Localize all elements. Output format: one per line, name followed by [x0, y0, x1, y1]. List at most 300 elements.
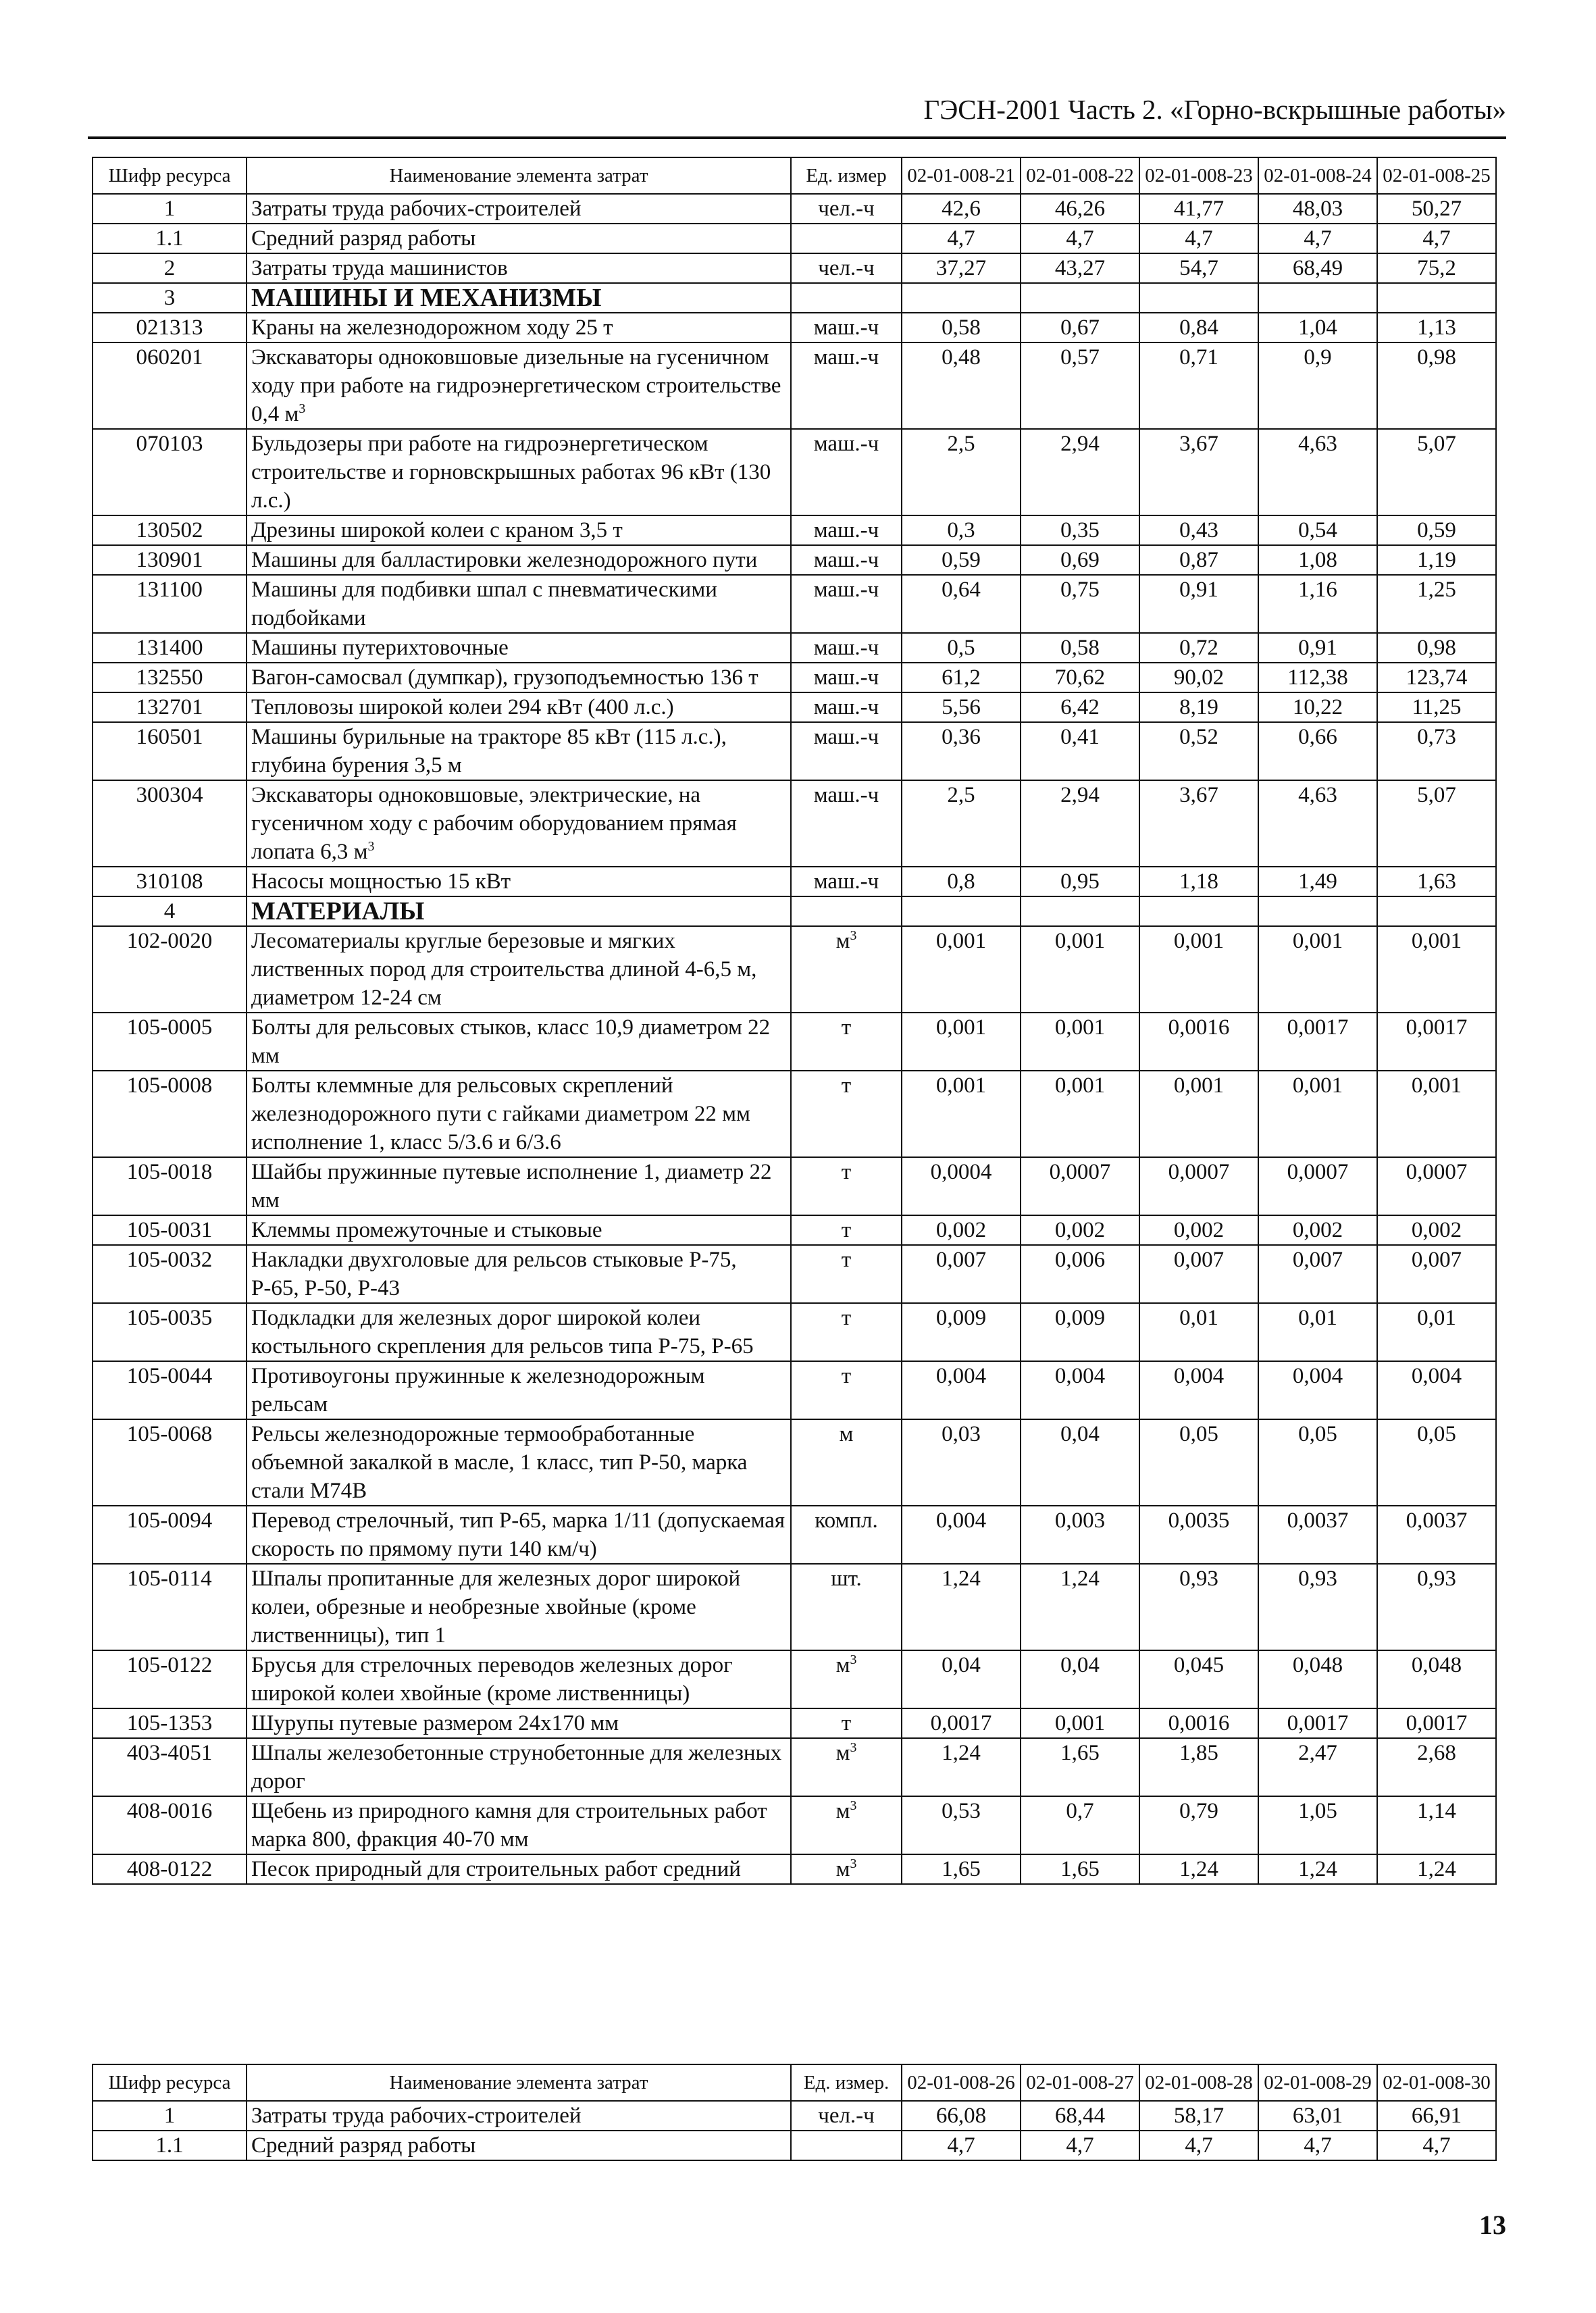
cost-element-name: [247, 429, 791, 515]
value-cell: [1139, 896, 1258, 926]
cost-element-name: [247, 692, 791, 722]
unit-text: чел.-ч: [818, 197, 875, 221]
unit-cell: [791, 1303, 902, 1361]
unit-text: т: [841, 1364, 852, 1388]
table-row: [93, 926, 1496, 1013]
value-cell: 0,001: [1258, 1071, 1377, 1157]
value-cell: [902, 896, 1021, 926]
resource-code: 130901: [93, 545, 247, 575]
value-cell: 4,7: [1021, 224, 1139, 253]
value-cell: 4,7: [1377, 2131, 1496, 2160]
value-cell: 0,001: [1377, 926, 1496, 1013]
value-cell: 4,7: [1258, 224, 1377, 253]
value-cell: 0,004: [902, 1361, 1021, 1419]
cost-element-text: Шайбы пружинные путевые исполнение 1, диаметр 22 мм: [251, 1160, 772, 1213]
value-cell: 0,58: [1021, 633, 1139, 663]
cost-element-text: Средний разряд работы: [251, 226, 476, 251]
resource-code: 1.1: [93, 224, 247, 253]
table-row: [93, 1708, 1496, 1738]
table-row: [93, 429, 1496, 515]
value-cell: 1,24: [902, 1738, 1021, 1796]
value-cell: 1,24: [1139, 1854, 1258, 1884]
superscript: 3: [850, 1856, 857, 1871]
unit-cell: [791, 2131, 902, 2160]
section-row: [93, 283, 1496, 313]
value-cell: 1,05: [1258, 1796, 1377, 1854]
value-cell: 0,0016: [1139, 1013, 1258, 1071]
value-cell: 0,045: [1139, 1650, 1258, 1708]
resource-code: 105-0068: [93, 1419, 247, 1506]
value-cell: 0,0007: [1377, 1157, 1496, 1215]
value-cell: 42,6: [902, 194, 1021, 224]
table-row: [93, 342, 1496, 429]
unit-cell: [791, 224, 902, 253]
value-cell: 1,65: [902, 1854, 1021, 1884]
value-cell: 48,03: [1258, 194, 1377, 224]
resource-code: 070103: [93, 429, 247, 515]
unit-text: маш.-ч: [813, 725, 879, 749]
resource-table-1: [92, 157, 1497, 1885]
cost-element-text: Подкладки для железных дорог широкой колеи костыльного скрепления для рельсов типа Р-75, Р-65: [251, 1306, 754, 1358]
value-cell: 4,63: [1258, 429, 1377, 515]
cost-element-text: Песок природный для строительных работ средний: [251, 1857, 741, 1881]
superscript: 3: [299, 401, 306, 416]
value-cell: 46,26: [1021, 194, 1139, 224]
cost-element-text: Затраты труда рабочих-строителей: [251, 2104, 582, 2128]
unit-cell: [791, 1361, 902, 1419]
value-cell: 1,24: [902, 1564, 1021, 1650]
value-cell: 0,36: [902, 722, 1021, 780]
value-cell: 4,7: [902, 2131, 1021, 2160]
cost-element-text: Вагон-самосвал (думпкар), грузоподъемностью 136 т: [251, 665, 758, 690]
resource-code: 408-0016: [93, 1796, 247, 1854]
value-cell: 1,24: [1258, 1854, 1377, 1884]
value-cell: 4,63: [1258, 780, 1377, 867]
unit-text: м: [835, 1799, 850, 1823]
table-row: [93, 313, 1496, 342]
cost-element-text: Шпалы пропитанные для железных дорог широкой колеи, обрезные и необрезные хвойные (кроме лиственницы), тип 1: [251, 1567, 741, 1648]
value-cell: 1,18: [1139, 867, 1258, 896]
value-cell: 3,67: [1139, 780, 1258, 867]
cost-element-name: [247, 2131, 791, 2160]
value-cell: 0,58: [902, 313, 1021, 342]
resource-code: 105-0114: [93, 1564, 247, 1650]
cost-element-name: [247, 633, 791, 663]
value-cell: 66,91: [1377, 2101, 1496, 2131]
table-row: [93, 722, 1496, 780]
unit-text: маш.-ч: [813, 665, 879, 690]
header-name: Наименование элемента затрат: [247, 157, 791, 194]
value-cell: 0,003: [1021, 1506, 1139, 1564]
value-cell: 0,43: [1139, 515, 1258, 545]
resource-code: 131100: [93, 575, 247, 633]
cost-element-name: [247, 926, 791, 1013]
value-cell: 1,65: [1021, 1738, 1139, 1796]
value-cell: 4,7: [1258, 2131, 1377, 2160]
unit-cell: [791, 1245, 902, 1303]
value-cell: 0,84: [1139, 313, 1258, 342]
cost-element-name: [247, 867, 791, 896]
unit-cell: [791, 780, 902, 867]
cost-element-text: Клеммы промежуточные и стыковые: [251, 1218, 602, 1242]
cost-element-name: [247, 515, 791, 545]
value-cell: 0,0017: [1258, 1013, 1377, 1071]
cost-element-name: [247, 342, 791, 429]
value-cell: 0,0017: [1377, 1013, 1496, 1071]
value-cell: 0,001: [1258, 926, 1377, 1013]
page-header-title: ГЭСН-2001 Часть 2. «Горно-вскрышные работы»: [923, 94, 1506, 125]
value-cell: [1258, 896, 1377, 926]
value-cell: 0,001: [1139, 926, 1258, 1013]
table-row: [93, 1071, 1496, 1157]
value-cell: 68,44: [1021, 2101, 1139, 2131]
value-cell: 0,002: [1377, 1215, 1496, 1245]
cost-element-text: МАШИНЫ И МЕХАНИЗМЫ: [251, 284, 602, 312]
unit-cell: [791, 1215, 902, 1245]
value-cell: 0,0007: [1258, 1157, 1377, 1215]
cost-element-name: [247, 1796, 791, 1854]
table-row: [93, 575, 1496, 633]
cost-element-name: [247, 1303, 791, 1361]
unit-cell: [791, 342, 902, 429]
value-cell: 0,04: [1021, 1419, 1139, 1506]
table-row: [93, 2101, 1496, 2131]
cost-element-name: [247, 253, 791, 283]
value-cell: [902, 283, 1021, 313]
unit-cell: [791, 1157, 902, 1215]
value-cell: 0,67: [1021, 313, 1139, 342]
unit-text: т: [841, 1711, 852, 1735]
value-cell: 0,007: [1377, 1245, 1496, 1303]
value-cell: 0,8: [902, 867, 1021, 896]
value-cell: 0,001: [902, 1013, 1021, 1071]
value-cell: 37,27: [902, 253, 1021, 283]
unit-cell: [791, 663, 902, 692]
cost-element-name: [247, 722, 791, 780]
resource-code: 105-1353: [93, 1708, 247, 1738]
unit-cell: [791, 867, 902, 896]
value-cell: 0,05: [1258, 1419, 1377, 1506]
resource-code: 300304: [93, 780, 247, 867]
table-row: [93, 1650, 1496, 1708]
header-col: 02-01-008-29: [1258, 2064, 1377, 2101]
unit-text: т: [841, 1160, 852, 1184]
cost-element-name: [247, 2101, 791, 2131]
unit-text: чел.-ч: [818, 256, 875, 280]
header-col: 02-01-008-25: [1377, 157, 1496, 194]
value-cell: 0,002: [1021, 1215, 1139, 1245]
value-cell: 0,98: [1377, 633, 1496, 663]
cost-element-name: [247, 1245, 791, 1303]
value-cell: 0,71: [1139, 342, 1258, 429]
value-cell: [1377, 283, 1496, 313]
unit-cell: [791, 575, 902, 633]
value-cell: 5,07: [1377, 429, 1496, 515]
value-cell: 0,004: [1021, 1361, 1139, 1419]
value-cell: 2,94: [1021, 429, 1139, 515]
resource-code: 130502: [93, 515, 247, 545]
resource-code: 132550: [93, 663, 247, 692]
resource-code: 105-0008: [93, 1071, 247, 1157]
unit-text: маш.-ч: [813, 636, 879, 660]
cost-element-text: Затраты труда машинистов: [251, 256, 508, 280]
cost-element-name: [247, 1215, 791, 1245]
resource-code: 4: [93, 896, 247, 926]
value-cell: 10,22: [1258, 692, 1377, 722]
unit-cell: [791, 896, 902, 926]
value-cell: 0,98: [1377, 342, 1496, 429]
cost-element-name: [247, 1564, 791, 1650]
value-cell: 0,004: [1377, 1361, 1496, 1419]
value-cell: 0,001: [1021, 1013, 1139, 1071]
superscript: 3: [850, 1652, 857, 1667]
table-row: [93, 194, 1496, 224]
value-cell: 1,13: [1377, 313, 1496, 342]
cost-element-text: Противоугоны пружинные к железнодорожным рельсам: [251, 1364, 705, 1417]
value-cell: 0,001: [1139, 1071, 1258, 1157]
value-cell: 0,0016: [1139, 1708, 1258, 1738]
unit-cell: [791, 1564, 902, 1650]
unit-cell: [791, 1708, 902, 1738]
table-row: [93, 780, 1496, 867]
table-row: [93, 633, 1496, 663]
unit-cell: [791, 1506, 902, 1564]
unit-cell: [791, 194, 902, 224]
value-cell: 0,5: [902, 633, 1021, 663]
header-code: Шифр ресурса: [93, 2064, 247, 2101]
cost-element-text: Машины путерихтовочные: [251, 636, 509, 660]
value-cell: 0,004: [902, 1506, 1021, 1564]
unit-cell: [791, 1738, 902, 1796]
cost-element-text: Щебень из природного камня для строительных работ марка 800, фракция 40-70 мм: [251, 1799, 767, 1852]
table-body: [93, 194, 1496, 1884]
value-cell: 0,93: [1377, 1564, 1496, 1650]
unit-text: маш.-ч: [813, 695, 879, 719]
cost-element-text: Шпалы железобетонные струнобетонные для железных дорог: [251, 1741, 782, 1794]
resource-code: 132701: [93, 692, 247, 722]
unit-text: шт.: [831, 1567, 862, 1591]
resource-code: 105-0005: [93, 1013, 247, 1071]
unit-text: м: [835, 929, 850, 953]
resource-code: 021313: [93, 313, 247, 342]
value-cell: 0,48: [902, 342, 1021, 429]
cost-element-text: Болты клеммные для рельсовых скреплений железнодорожного пути с гайками диаметром 22 мм исполнение 1, класс 5/3.6 и 6/3.6: [251, 1073, 750, 1154]
cost-element-text: Экскаваторы одноковшовые, электрические, на гусеничном ходу с рабочим оборудованием прямая лопата 6,3 м: [251, 783, 737, 864]
value-cell: 0,001: [1021, 1708, 1139, 1738]
table-row: [93, 1215, 1496, 1245]
resource-code: 2: [93, 253, 247, 283]
value-cell: 0,006: [1021, 1245, 1139, 1303]
table-row: [93, 1738, 1496, 1796]
unit-text: т: [841, 1015, 852, 1040]
value-cell: 0,35: [1021, 515, 1139, 545]
resource-code: 131400: [93, 633, 247, 663]
unit-cell: [791, 545, 902, 575]
value-cell: 0,0035: [1139, 1506, 1258, 1564]
unit-text: т: [841, 1218, 852, 1242]
value-cell: 0,001: [902, 926, 1021, 1013]
value-cell: 2,68: [1377, 1738, 1496, 1796]
table-row: [93, 1796, 1496, 1854]
resource-code: 403-4051: [93, 1738, 247, 1796]
cost-element-text: Машины бурильные на тракторе 85 кВт (115 л.с.), глубина бурения 3,5 м: [251, 725, 727, 778]
cost-element-text: Болты для рельсовых стыков, класс 10,9 диаметром 22 мм: [251, 1015, 771, 1068]
header-col: 02-01-008-27: [1021, 2064, 1139, 2101]
table-row: [93, 545, 1496, 575]
unit-text: маш.-ч: [813, 315, 879, 340]
resource-code: 1.1: [93, 2131, 247, 2160]
resource-code: 160501: [93, 722, 247, 780]
unit-cell: [791, 692, 902, 722]
unit-cell: [791, 1013, 902, 1071]
value-cell: 1,08: [1258, 545, 1377, 575]
table-row: [93, 1013, 1496, 1071]
cost-element-name: [247, 313, 791, 342]
cost-element-text: Лесоматериалы круглые березовые и мягких лиственных пород для строительства длиной 4-6,5 м, диаметром 12-24 см: [251, 929, 757, 1010]
value-cell: 1,24: [1377, 1854, 1496, 1884]
cost-element-name: [247, 224, 791, 253]
value-cell: 2,5: [902, 429, 1021, 515]
resource-table-2: [92, 2064, 1497, 2161]
header-col: 02-01-008-30: [1377, 2064, 1496, 2101]
value-cell: 1,63: [1377, 867, 1496, 896]
unit-text: м: [839, 1422, 854, 1446]
unit-cell: [791, 722, 902, 780]
section-title: [247, 283, 791, 313]
header-name: Наименование элемента затрат: [247, 2064, 791, 2101]
section-title: [247, 896, 791, 926]
table-row: [93, 1854, 1496, 1884]
value-cell: 5,07: [1377, 780, 1496, 867]
table-row: [93, 224, 1496, 253]
superscript: 3: [850, 1798, 857, 1813]
cost-element-name: [247, 1708, 791, 1738]
value-cell: 54,7: [1139, 253, 1258, 283]
table-row: [93, 253, 1496, 283]
table-row: [93, 1506, 1496, 1564]
value-cell: 0,004: [1139, 1361, 1258, 1419]
superscript: 3: [850, 928, 857, 943]
header-col: 02-01-008-26: [902, 2064, 1021, 2101]
resource-code: 310108: [93, 867, 247, 896]
header-unit: Ед. измер.: [791, 2064, 902, 2101]
value-cell: 4,7: [1139, 2131, 1258, 2160]
value-cell: 0,01: [1377, 1303, 1496, 1361]
unit-text: м: [835, 1741, 850, 1765]
value-cell: 6,42: [1021, 692, 1139, 722]
value-cell: 4,7: [1021, 2131, 1139, 2160]
table-row: [93, 2131, 1496, 2160]
table-row: [93, 1361, 1496, 1419]
value-cell: 0,87: [1139, 545, 1258, 575]
unit-cell: [791, 1419, 902, 1506]
unit-cell: [791, 1854, 902, 1884]
value-cell: 0,0007: [1139, 1157, 1258, 1215]
unit-cell: [791, 1796, 902, 1854]
cost-element-name: [247, 780, 791, 867]
cost-element-text: Средний разряд работы: [251, 2133, 476, 2158]
value-cell: 0,69: [1021, 545, 1139, 575]
cost-element-name: [247, 1738, 791, 1796]
value-cell: 0,3: [902, 515, 1021, 545]
value-cell: 1,04: [1258, 313, 1377, 342]
value-cell: 1,24: [1021, 1564, 1139, 1650]
value-cell: 58,17: [1139, 2101, 1258, 2131]
unit-text: маш.-ч: [813, 518, 879, 542]
superscript: 3: [367, 839, 375, 854]
value-cell: 0,01: [1139, 1303, 1258, 1361]
cost-element-name: [247, 1157, 791, 1215]
value-cell: 0,59: [1377, 515, 1496, 545]
value-cell: 4,7: [1377, 224, 1496, 253]
resource-code: 105-0032: [93, 1245, 247, 1303]
value-cell: 1,25: [1377, 575, 1496, 633]
value-cell: 1,85: [1139, 1738, 1258, 1796]
value-cell: [1258, 283, 1377, 313]
cost-element-name: [247, 575, 791, 633]
value-cell: 43,27: [1021, 253, 1139, 283]
header-rule: [88, 136, 1506, 139]
unit-text: маш.-ч: [813, 578, 879, 602]
header-col: 02-01-008-24: [1258, 157, 1377, 194]
value-cell: 2,47: [1258, 1738, 1377, 1796]
cost-element-name: [247, 1419, 791, 1506]
value-cell: 0,7: [1021, 1796, 1139, 1854]
resource-code: 1: [93, 2101, 247, 2131]
unit-text: компл.: [815, 1508, 878, 1533]
value-cell: 2,5: [902, 780, 1021, 867]
value-cell: 70,62: [1021, 663, 1139, 692]
value-cell: 0,0037: [1377, 1506, 1496, 1564]
value-cell: 0,002: [1139, 1215, 1258, 1245]
value-cell: 0,91: [1139, 575, 1258, 633]
value-cell: 0,009: [1021, 1303, 1139, 1361]
value-cell: 1,16: [1258, 575, 1377, 633]
value-cell: 75,2: [1377, 253, 1496, 283]
unit-text: чел.-ч: [818, 2104, 875, 2128]
unit-cell: [791, 429, 902, 515]
resource-code: 105-0031: [93, 1215, 247, 1245]
value-cell: 0,53: [902, 1796, 1021, 1854]
cost-element-text: Накладки двухголовые для рельсов стыковые Р-75, Р-65, Р-50, Р-43: [251, 1248, 737, 1300]
unit-text: м: [835, 1653, 850, 1677]
resource-code: 105-0035: [93, 1303, 247, 1361]
cost-element-name: [247, 1071, 791, 1157]
cost-element-text: Брусья для стрелочных переводов железных дорог широкой колеи хвойные (кроме лиственницы): [251, 1653, 733, 1706]
value-cell: 41,77: [1139, 194, 1258, 224]
table-header-row: [93, 2064, 1496, 2101]
superscript: 3: [850, 1740, 857, 1755]
table-row: [93, 1303, 1496, 1361]
value-cell: 0,64: [902, 575, 1021, 633]
value-cell: 63,01: [1258, 2101, 1377, 2131]
resource-code: 105-0122: [93, 1650, 247, 1708]
header-col: 02-01-008-23: [1139, 157, 1258, 194]
header-col: 02-01-008-28: [1139, 2064, 1258, 2101]
value-cell: [1139, 283, 1258, 313]
value-cell: 0,048: [1258, 1650, 1377, 1708]
resource-code: 102-0020: [93, 926, 247, 1013]
cost-element-text: Экскаваторы одноковшовые дизельные на гусеничном ходу при работе на гидроэнергетическом строительстве 0,4 м: [251, 345, 781, 426]
value-cell: 0,0017: [1377, 1708, 1496, 1738]
unit-text: т: [841, 1248, 852, 1272]
value-cell: 1,49: [1258, 867, 1377, 896]
value-cell: 123,74: [1377, 663, 1496, 692]
table-row: [93, 1564, 1496, 1650]
value-cell: 0,95: [1021, 867, 1139, 896]
cost-element-text: Дрезины широкой колеи с краном 3,5 т: [251, 518, 623, 542]
table-header-row: [93, 157, 1496, 194]
